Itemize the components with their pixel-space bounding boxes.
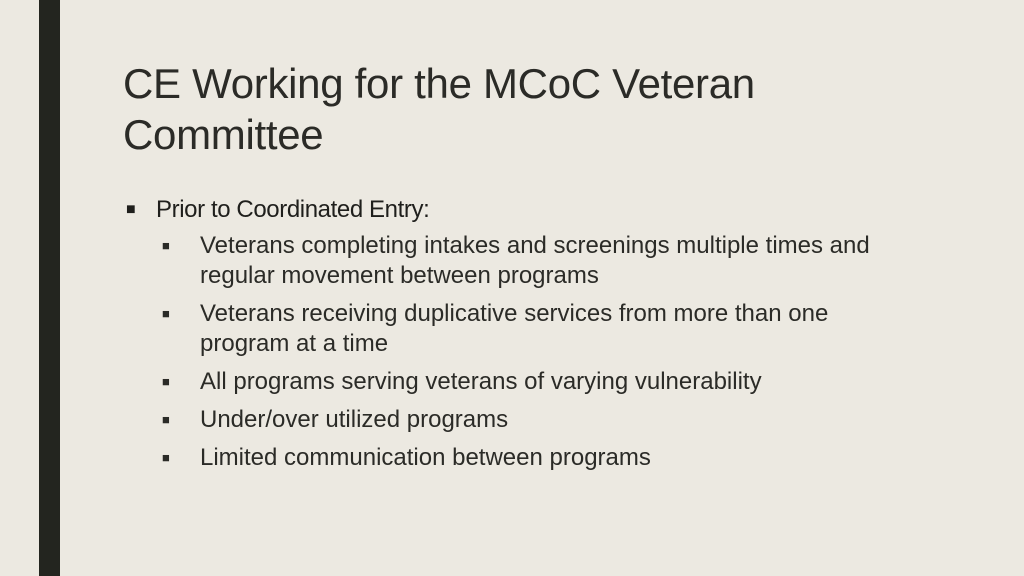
list-item-text: Veterans receiving duplicative services from more than one program at a time xyxy=(200,300,829,357)
square-bullet-icon: ■ xyxy=(162,306,170,321)
square-bullet-icon: ■ xyxy=(126,201,136,218)
slide-content xyxy=(126,193,946,481)
bullet-level1 xyxy=(126,193,946,227)
square-bullet-icon: ■ xyxy=(162,412,170,427)
sub-bullet-list xyxy=(126,231,946,473)
left-accent-bar xyxy=(39,0,60,576)
list-item xyxy=(162,367,946,397)
list-item-text: Limited communication between programs xyxy=(200,444,651,471)
list-item xyxy=(162,405,946,435)
bullet-level1-text: Prior to Coordinated Entry: xyxy=(156,196,430,223)
square-bullet-icon: ■ xyxy=(162,374,170,389)
list-item-text: Under/over utilized programs xyxy=(200,406,509,433)
list-item-text: All programs serving veterans of varying vulnerability xyxy=(200,368,762,395)
list-item-text: Veterans completing intakes and screenings multiple times and regular movement between programs xyxy=(200,232,870,289)
list-item xyxy=(162,299,946,359)
square-bullet-icon: ■ xyxy=(162,238,170,253)
list-item xyxy=(162,443,946,473)
square-bullet-icon: ■ xyxy=(162,450,170,465)
slide-title: CE Working for the MCoC Veteran Committee xyxy=(123,60,755,158)
list-item xyxy=(162,231,946,291)
